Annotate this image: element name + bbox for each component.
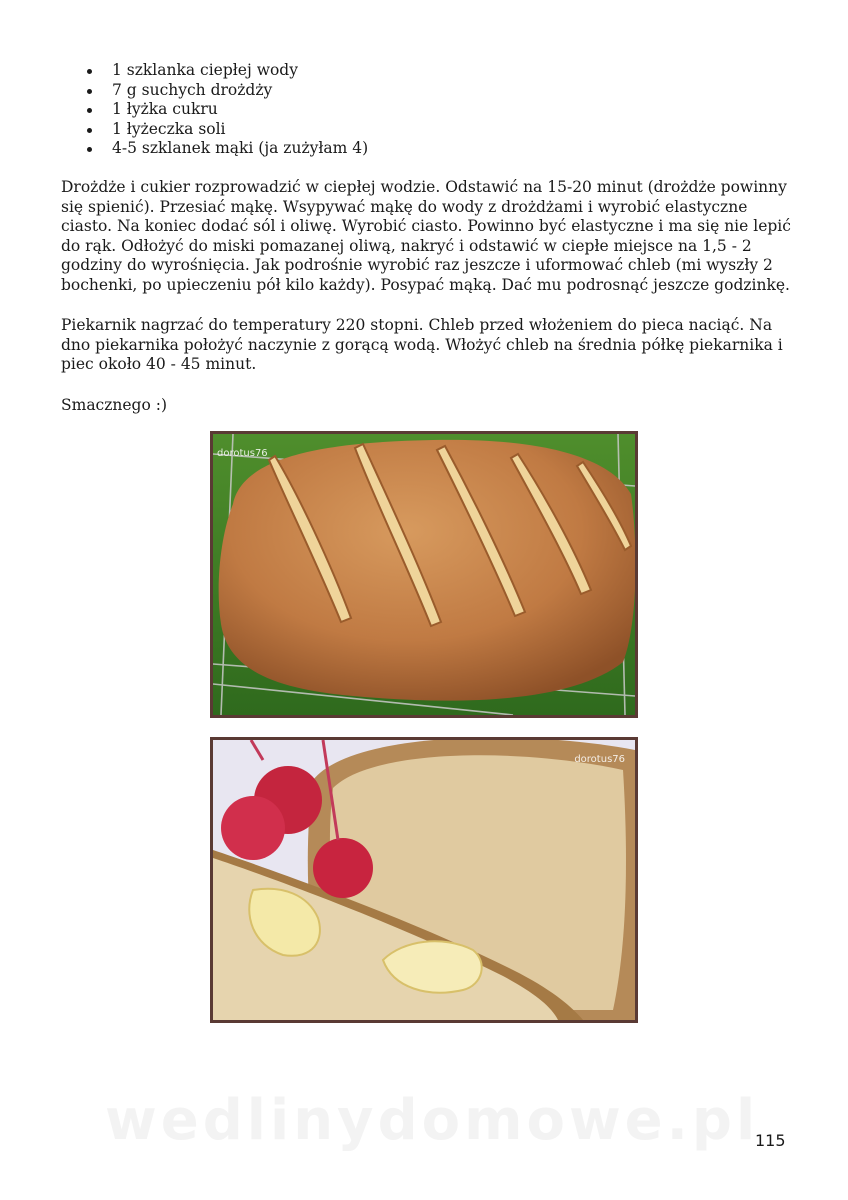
baking-paragraph: Piekarnik nagrzać do temperatury 220 stopni. Chleb przed włożeniem do pieca naciąć. Na dno piekarnika położyć naczynie z gorącą wodą. Włożyć chleb na średnia półkę piekarnika i piec około 40 - 45 minut. bbox=[61, 316, 783, 374]
photo-watermark: dorotus76 bbox=[217, 448, 268, 459]
ingredient-item: 7 g suchych drożdży bbox=[85, 81, 368, 101]
ingredient-item: 1 łyżka cukru bbox=[85, 100, 368, 120]
photo-watermark: dorotus76 bbox=[574, 754, 625, 765]
instructions-paragraph: Drożdże i cukier rozprowadzić w ciepłej wodzie. Odstawić na 15-20 minut (drożdże powinny się spienić). Przesiać mąkę. Wsypywać mąkę do wody z drożdżami i wyrobić elastyczne ciasto. Na koniec dodać sól i oliwę. Wyrobić ciasto. Powinno być elastyczne i ma się nie lepić do rąk. Odłożyć do miski pomazanej oliwą, nakryć i odstawić w ciepłe miejsce na 1,5 - 2 godziny do wyrośnięcia. Jak podrośnie wyrobić raz jeszcze i uformować chleb (mi wyszły 2 bochenki, po upieczeniu pół kilo każdy). Posypać mąką. Dać mu podrosnąć jeszcze godzinkę. bbox=[61, 178, 791, 294]
sliced-bread-photo bbox=[210, 737, 638, 1023]
page-number: 115 bbox=[755, 1131, 786, 1150]
ingredient-list bbox=[85, 61, 368, 159]
ingredient-item: 1 łyżeczka soli bbox=[85, 120, 368, 140]
site-watermark: wedlinydomowe.pl bbox=[105, 1088, 760, 1153]
bread-loaf-photo bbox=[210, 431, 638, 718]
ingredient-item: 1 szklanka ciepłej wody bbox=[85, 61, 368, 81]
ingredient-item: 4-5 szklanek mąki (ja zużyłam 4) bbox=[85, 139, 368, 159]
closing-text: Smacznego :) bbox=[61, 396, 168, 414]
